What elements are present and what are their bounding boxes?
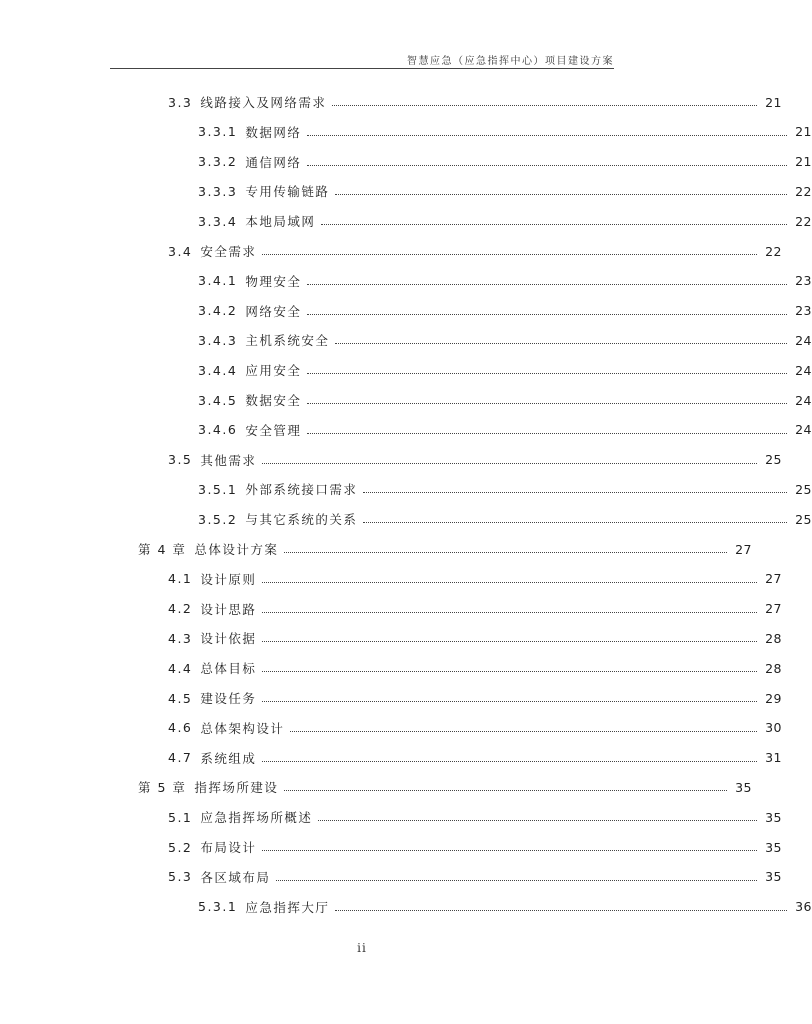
dot-leader [307,134,787,136]
toc-entry-number: 4.6 [168,720,193,736]
toc-entry-title: 本地局域网 [245,214,316,230]
toc-entry-page: 31 [765,750,782,766]
dot-leader [262,760,757,762]
toc-entry-title: 设计依据 [200,631,257,647]
toc-entry-title: 总体设计方案 [194,542,279,557]
toc-entry-page: 29 [765,690,782,706]
toc-entry-page: 30 [765,720,782,736]
toc-entry-title: 安全需求 [200,244,257,259]
dot-leader [262,700,757,702]
toc-entry-page: 36 [795,899,812,915]
toc-entry-page: 27 [735,541,752,557]
toc-entry-page: 24 [795,422,812,438]
toc-entry-page: 35 [735,779,752,795]
toc-entry-title: 线路接入及网络需求 [200,95,327,110]
dot-leader [290,730,757,732]
toc-entry-number: 3.5.1 [198,481,238,497]
toc-entry-title: 专用传输链路 [245,184,330,200]
toc-entry-title: 数据网络 [245,124,302,140]
toc-entry-number: 第 5 章 [138,780,187,796]
page-number: ii [357,941,367,955]
dot-leader [307,283,787,285]
toc-entry-number: 4.4 [168,660,193,676]
toc-entry-number: 4.1 [168,571,193,587]
toc-entry-page: 23 [795,303,812,319]
toc-entry-number: 4.5 [168,690,193,706]
toc-entry-page: 28 [765,660,782,676]
toc-entry[interactable] [0,538,752,560]
toc-entry-title: 主机系统安全 [245,333,330,349]
toc-entry-page: 22 [795,183,812,199]
toc-entry-page: 21 [795,124,812,140]
toc-entry-title: 设计原则 [200,571,257,587]
toc-entry-page: 21 [765,94,782,110]
toc-entry-page: 27 [765,571,782,587]
toc-entry-title: 网络安全 [245,303,302,319]
toc-entry[interactable] [0,329,812,351]
running-header-title: 智慧应急（应急指挥中心）项目建设方案 [407,56,614,67]
toc-entry-number: 3.4.2 [198,303,238,319]
toc-entry[interactable] [0,359,812,381]
toc-entry-number: 3.4.6 [198,422,238,438]
toc-entry-title: 总体目标 [200,661,257,677]
toc-entry-page: 25 [795,511,812,527]
dot-leader [262,253,757,255]
toc-entry-number: 3.4 [168,243,193,259]
toc-entry-number: 3.3.3 [198,183,238,199]
toc-entry[interactable] [0,180,812,202]
toc-entry[interactable] [0,210,812,232]
toc-entry-title: 数据安全 [245,393,302,408]
toc-entry[interactable] [0,836,782,858]
dot-leader [284,551,727,553]
toc-entry-number: 第 4 章 [138,542,187,557]
toc-entry[interactable] [0,896,812,918]
toc-entry-title: 应急指挥场所概述 [200,810,313,826]
toc-entry-page: 35 [765,839,782,855]
toc-entry-page: 22 [765,243,782,259]
dot-leader [363,521,787,523]
toc-entry-number: 3.3.2 [198,154,238,170]
dot-leader [321,223,787,225]
toc-entry-page: 24 [795,362,812,378]
toc-entry[interactable] [0,121,812,143]
toc-entry[interactable] [0,240,782,262]
toc-entry-number: 4.2 [168,601,193,617]
toc-entry-number: 4.7 [168,750,193,766]
toc-entry[interactable] [0,717,782,739]
toc-entry-number: 4.3 [168,630,193,646]
toc-entry[interactable] [0,91,782,113]
dot-leader [284,789,727,791]
dot-leader [307,164,787,166]
toc-entry-page: 24 [795,332,812,348]
toc-entry-page: 23 [795,273,812,289]
toc-entry-title: 设计思路 [200,601,257,617]
toc-entry-page: 24 [795,392,812,408]
dot-leader [262,640,757,642]
toc-entry[interactable] [0,866,782,888]
toc-entry-page: 28 [765,630,782,646]
toc-entry-number: 3.3.4 [198,213,238,229]
dot-leader [276,879,757,881]
toc-entry-page: 25 [795,481,812,497]
toc-entry-page: 27 [765,601,782,617]
dot-leader [307,402,787,404]
toc-entry-title: 物理安全 [245,273,302,289]
toc-entry[interactable] [0,270,812,292]
dot-leader [307,372,787,374]
header-rule [110,68,614,69]
dot-leader [307,313,787,315]
toc-entry-title: 总体架构设计 [200,720,285,736]
toc-entry[interactable] [0,300,812,322]
dot-leader [332,104,757,106]
dot-leader [262,849,757,851]
toc-entry[interactable] [0,419,812,441]
toc-entry-page: 35 [765,809,782,825]
toc-entry-title: 与其它系统的关系 [245,512,358,528]
toc-entry-number: 5.3.1 [198,899,238,915]
toc-entry-number: 3.5.2 [198,511,238,527]
toc-entry[interactable] [0,806,782,828]
toc-entry[interactable] [0,776,752,798]
dot-leader [262,581,757,583]
dot-leader [363,491,787,493]
toc-entry-number: 3.4.5 [198,392,238,408]
toc-entry[interactable] [0,657,782,679]
toc-entry-title: 外部系统接口需求 [245,482,358,498]
toc-entry-number: 3.4.3 [198,332,238,348]
toc-entry-number: 3.3 [168,94,193,110]
dot-leader [307,432,787,434]
toc-entry[interactable] [0,449,782,471]
toc-entry[interactable] [0,478,812,500]
toc-entry[interactable] [0,389,812,411]
toc-entry-page: 22 [795,213,812,229]
toc-entry-title: 其他需求 [200,452,257,468]
toc-entry-title: 通信网络 [245,154,302,170]
dot-leader [262,670,757,672]
toc-entry-number: 5.3 [168,869,193,885]
toc-entry-title: 布局设计 [200,840,257,855]
toc-entry[interactable] [0,598,782,620]
dot-leader [262,611,757,613]
toc-entry-number: 5.2 [168,839,193,855]
dot-leader [335,342,787,344]
toc-entry[interactable] [0,151,812,173]
toc-entry-title: 应用安全 [245,363,302,379]
toc-entry[interactable] [0,508,812,530]
dot-leader [262,462,757,464]
toc-entry-title: 指挥场所建设 [194,780,279,796]
toc-entry-title: 安全管理 [245,422,302,438]
toc-entry[interactable] [0,687,782,709]
dot-leader [318,819,757,821]
toc-entry[interactable] [0,747,782,769]
toc-entry-page: 21 [795,154,812,170]
toc-entry-page: 25 [765,452,782,468]
dot-leader [335,909,787,911]
toc-entry-number: 5.1 [168,809,193,825]
toc-entry-page: 35 [765,869,782,885]
toc-entry-number: 3.3.1 [198,124,238,140]
toc-entry-title: 应急指挥大厅 [245,899,330,915]
toc-entry-title: 建设任务 [200,691,257,706]
dot-leader [335,193,787,195]
toc-entry[interactable] [0,627,782,649]
toc-entry-number: 3.4.4 [198,362,238,378]
toc-entry-number: 3.5 [168,452,193,468]
toc-entry-title: 各区域布局 [200,869,271,885]
toc-entry[interactable] [0,568,782,590]
toc-entry-title: 系统组成 [200,750,257,766]
toc-entry-number: 3.4.1 [198,273,238,289]
